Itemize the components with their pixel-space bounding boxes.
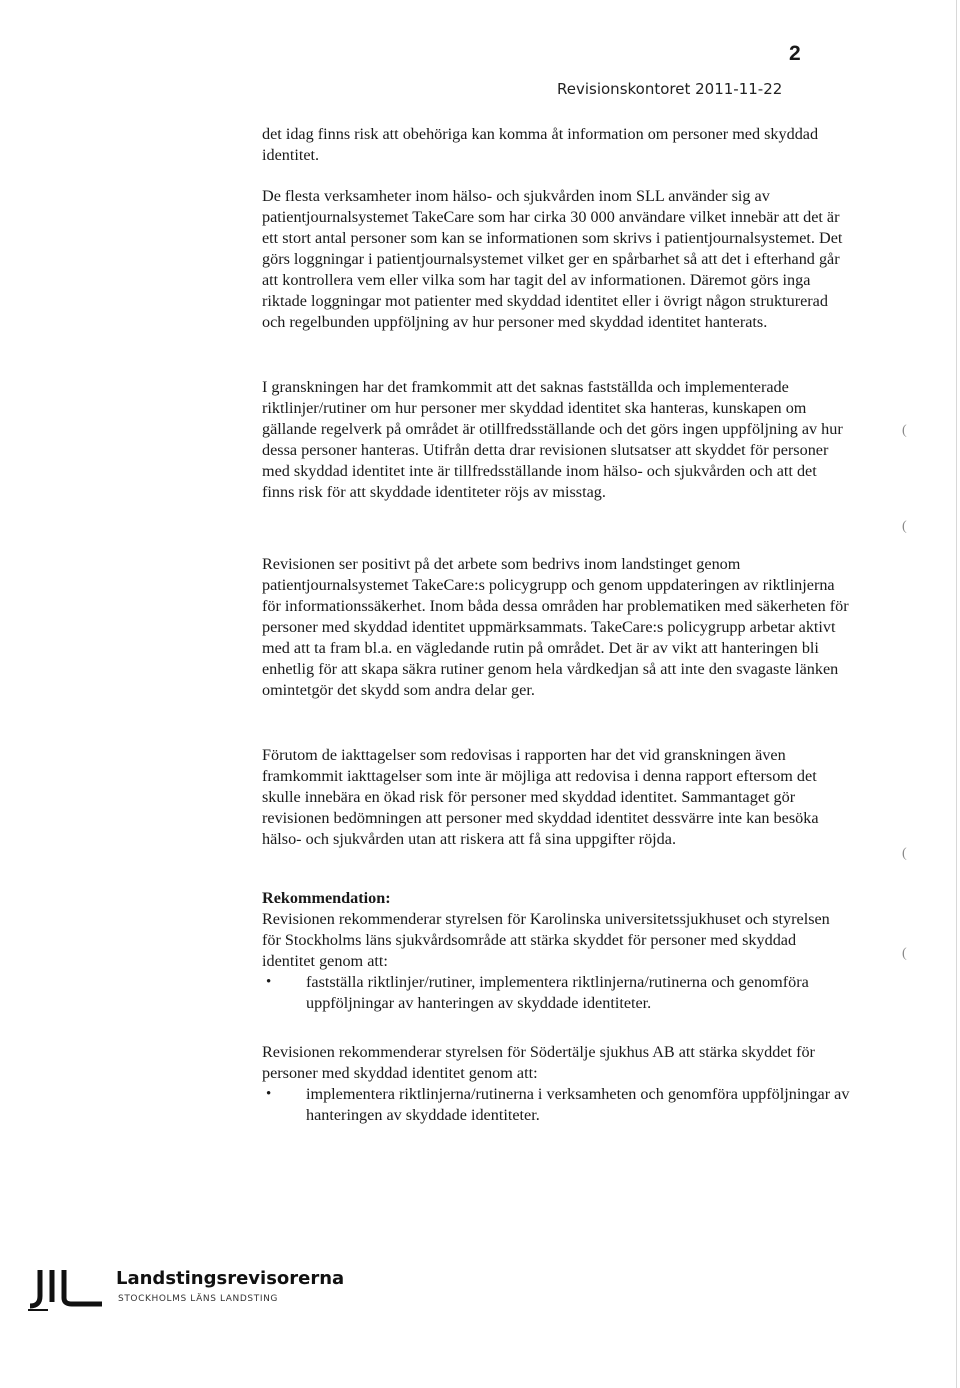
paragraph-text: Förutom de iakttagelser som redovisas i rapporten har det vid granskningen även framkommit iakttagelser som inte är möjliga att redovisa i denna rapport eftersom det skulle innebära en ökad risk för personer med skyddad identitet. Sammantaget gör revisionen bedömningen att personer med skyddad identitet dessvärre inte kan besöka hälso- och sjukvården utan att riskera att få sina uppgifter röjda.: [262, 746, 819, 848]
document-header: Revisionskontoret 2011-11-22: [557, 80, 783, 98]
recommendation-section: [262, 888, 852, 1014]
logo-subtitle: STOCKHOLMS LÄNS LANDSTING: [118, 1294, 278, 1304]
paragraph-5: [262, 745, 852, 850]
logo-mark-icon: [26, 1266, 106, 1312]
bullet-icon: •: [266, 1086, 272, 1102]
recommendation-intro: Revisionen rekommenderar styrelsen för Södertälje sjukhus AB att stärka skyddet för personer med skyddad identitet genom att:: [262, 1043, 815, 1082]
bullet-icon: •: [266, 974, 272, 990]
paragraph-text: Revisionen ser positivt på det arbete som bedrivs inom landstinget genom patientjournalsystemet TakeCare:s policygrupp och genom uppdateringen av riktlinjerna för informationssäkerhet. Inom båda dessa områden har problematiken med säkerheten för personer med skyddad identitet uppmärksammats. TakeCare:s policygrupp arbetar aktivt med att ta fram bl.a. en vägledande rutin på området. Det är av vikt att hanteringen bli enhetlig för att skapa säkra rutiner genom hela vårdkedjan så att inte den svagaste länken omintetgör det skydd som andra delar ger.: [262, 555, 849, 699]
recommendation-intro: Revisionen rekommenderar styrelsen för Karolinska universitetssjukhuset och styrelsen för Stockholms läns sjukvårdsområde att stärka skyddet för personer med skyddad identitet genom att:: [262, 910, 830, 970]
paragraph-2: [262, 186, 852, 333]
margin-mark: (: [902, 846, 907, 861]
list-item-text: fastställa riktlinjer/rutiner, implementera riktlinjerna/rutinerna och genomföra uppföljningar av hanteringen av skyddade identiteter.: [306, 973, 809, 1012]
margin-mark: (: [902, 519, 907, 534]
recommendation-heading: Rekommendation:: [262, 889, 391, 907]
paragraph-1: [262, 124, 852, 166]
paragraph-4: [262, 554, 852, 701]
landstingsrevisorerna-logo: [26, 1264, 356, 1324]
paragraph-text: det idag finns risk att obehöriga kan komma åt information om personer med skyddad identitet.: [262, 125, 819, 164]
page-number: 2: [789, 42, 801, 65]
recommendation-list: [262, 1084, 852, 1126]
list-item-text: implementera riktlinjerna/rutinerna i verksamheten och genomföra uppföljningar av hanteringen av skyddade identiteter.: [306, 1085, 850, 1124]
paragraph-3: [262, 377, 852, 503]
recommendation-list: [262, 972, 852, 1014]
margin-mark: (: [902, 946, 907, 961]
logo-name: Landstingsrevisorerna: [116, 1268, 345, 1289]
page-edge-rule: [956, 0, 957, 1388]
margin-mark: (: [902, 423, 907, 438]
recommendation-section-2: [262, 1042, 852, 1126]
list-item: [262, 972, 852, 1014]
list-item: [262, 1084, 852, 1126]
paragraph-text: De flesta verksamheter inom hälso- och sjukvården inom SLL använder sig av patientjournalsystemet TakeCare som har cirka 30 000 användare vilket innebär att det är ett stort antal personer som kan se informationen som skrivs i patientjournalsystemet. Det görs loggningar i patientjournalsystemet vilket ger en spårbarhet så att det i efterhand går att kontrollera vem eller vilka som har tagit del av informationen. Däremot görs inga riktade loggningar mot patienter med skyddad identitet eller i övrigt någon strukturerad och regelbunden uppföljning av hur personer med skyddad identitet hanterats.: [262, 187, 843, 331]
paragraph-text: I granskningen har det framkommit att det saknas fastställda och implementerade riktlinjer/rutiner om hur personer mer skyddad identitet ska hanteras, kunskapen om gällande regelverk på området är otillfredsställande och det görs ingen uppföljning av hur dessa personer hanteras. Utifrån detta drar revisionen slutsatser att skyddet för personer med skyddad identitet inte är tillfredsställande inom hälso- och sjukvården och att det finns risk för att skyddade identiteter röjs av misstag.: [262, 378, 843, 501]
